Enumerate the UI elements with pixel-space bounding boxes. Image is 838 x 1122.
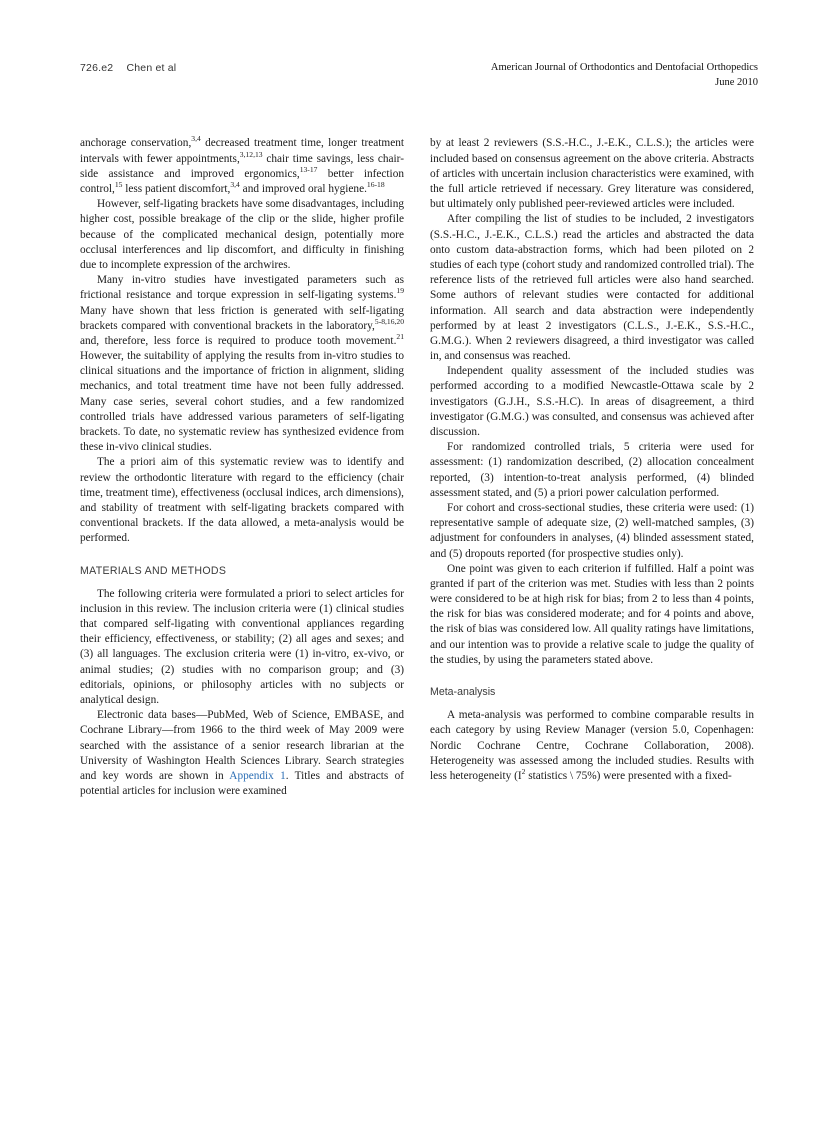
paragraph: For cohort and cross-sectional studies, these criteria were used: (1) representative sample of adequate size, (2) well-matched samples, (3) adjustment for confounders in analyses, (4) blinded assessment stated, and (5) dropouts reported (for prospective studies only).	[430, 501, 754, 560]
paragraph: Independent quality assessment of the included studies was performed according to a modified Newcastle-Ottawa scale by 2 investigators (G.J.H., S.S.-H.C). In areas of disagreement, a third investigator (G.M.G.) was consulted, and consensus was achieved after discussion.	[430, 365, 754, 438]
header-right	[491, 60, 758, 90]
section-heading-materials-and-methods: MATERIALS AND METHODS	[80, 564, 227, 577]
left-column	[80, 136, 404, 799]
paragraph-with-appendix-link	[80, 708, 404, 799]
issue-date: June 2010	[715, 77, 758, 89]
paragraph-text-a: Electronic data bases—PubMed, Web of Science, EMBASE, and Cochrane Library—from 1966 to the third week of May 2009 were searched with the assistance of a senior research librarian at the University of Washington Health Sciences Library. Search strategies and key words are shown in	[80, 709, 404, 782]
paragraph: Many in-vitro studies have investigated parameters such as frictional resistance and torque expression in self-ligating systems.$^{19}$ Many have shown that less friction is generated with self-ligating brackets compared with conventional brackets in the laboratory,$^{5-8,16,20}$ and, therefore, less force is required to produce tooth movement.$^{21}$ However, the suitability of applying the results from in-vitro studies to clinical situations and the importance of friction in alignment, sliding mechanics, and total treatment time have not been fully addressed. Many case series, several cohort studies, and a few randomized controlled trials have addressed various parameters of self-ligating brackets. To date, no systematic review has synthesized evidence from these in-vivo clinical studies.	[80, 274, 404, 454]
paragraph: One point was given to each criterion if fulfilled. Half a point was granted if part of the criterion was met. Studies with less than 2 points were considered to be at high risk for bias; from 2 to less than 4 points, the risk for bias was considered moderate; and for 4 points and above, the risk of bias was considered low. All quality ratings have limitations, and our intention was to provide a relative scale to judge the quality of the studies, by using the parameters stated above.	[430, 562, 754, 666]
journal-title: American Journal of Orthodontics and Dentofacial Orthopedics	[490, 62, 758, 73]
paragraph: anchorage conservation,$^{3,4}$ decreased treatment time, longer treatment intervals with fewer appointments,$^{3,12,13}$ chair time savings, less chair-side assistance and improved ergonomics,$^{13-17}$ better infection control,$^{15}$ less patient discomfort,$^{3,4}$ and improved oral hygiene.$^{16-18}$	[80, 134, 404, 195]
paragraph: After compiling the list of studies to be included, 2 investigators (S.S.-H.C., J.-E.K., C.L.S.) read the articles and abstracted the data onto custom data-abstraction forms, which had been piloted on 2 studies of each type (cohort study and randomized controlled trial). The reference lists of the retrieved full articles were also hand searched. Some authors of relevant studies were contacted for additional information. All search and data abstraction were independently performed by at least 2 investigators (C.L.S., J.-E.K., S.S.-H.C., G.M.G.). When 2 reviewers disagreed, a third investigator was called in, and consensus was reached.	[430, 213, 754, 363]
paragraph: The following criteria were formulated a priori to select articles for inclusion in this review. The inclusion criteria were (1) clinical studies that compared self-ligating with conventional appliances regarding their efficiency, effectiveness, or stability; (2) all ages and sexes; and (3) all languages. The exclusion criteria were (1) in-vitro, ex-vivo, or animal studies; (2) studies with no comparison group; and (3) editorials, opinions, or philosophy articles with no subjects or analytical design.	[80, 587, 404, 707]
paragraph: A meta-analysis was performed to combine comparable results in each category by using Review Manager (version 5.0, Copenhagen: Nordic Cochrane Centre, Cochrane Collaboration, 2008). Heterogeneity was assessed among the included studies. Results with less heterogeneity ($I^2$ statistics \ 75%) were presented with a fixed-	[430, 709, 754, 782]
paragraph-text-b: . Titles and abstracts of potential articles for inclusion were examined	[80, 769, 404, 798]
page-header	[80, 60, 758, 90]
paragraph: However, self-ligating brackets have some disadvantages, including higher cost, possible breakage of the clip or the slide, higher profile because of the complicated mechanical design, potentially more occlusal interferences and lip discomfort, and difficulty in finishing due to incomplete expression of the archwires.	[80, 198, 404, 271]
right-column	[430, 136, 754, 799]
page-number: 726.e2	[80, 62, 114, 74]
paragraph: For randomized controlled trials, 5 criteria were used for assessment: (1) randomization described, (2) allocation concealment reported, (3) intention-to-treat analysis performed, (4) blinded assessment stated, and (5) a priori power calculation performed.	[430, 441, 754, 499]
paragraph: by at least 2 reviewers (S.S.-H.C., J.-E.K., C.L.S.); the articles were included based on consensus agreement on the above criteria. Abstracts of articles with uncertain inclusion characteristics were examined, with the full article retrieved if necessary. Grey literature was considered, but ultimately only published peer-reviewed articles were included.	[430, 137, 754, 211]
header-left	[80, 60, 176, 74]
appendix-1-link[interactable]: Appendix 1	[229, 769, 286, 782]
subsection-heading-meta-analysis: Meta-analysis	[430, 686, 496, 698]
paragraph: The a priori aim of this systematic review was to identify and review the orthodontic literature with regard to the efficiency (chair time, treatment time), effectiveness (occlusal indices, arch dimensions), and stability of treatment with self-ligating brackets compared with conventional brackets. If the data allowed, a meta-analysis would be performed.	[80, 456, 404, 545]
body-columns	[80, 136, 758, 799]
running-authors: Chen et al	[126, 62, 177, 74]
